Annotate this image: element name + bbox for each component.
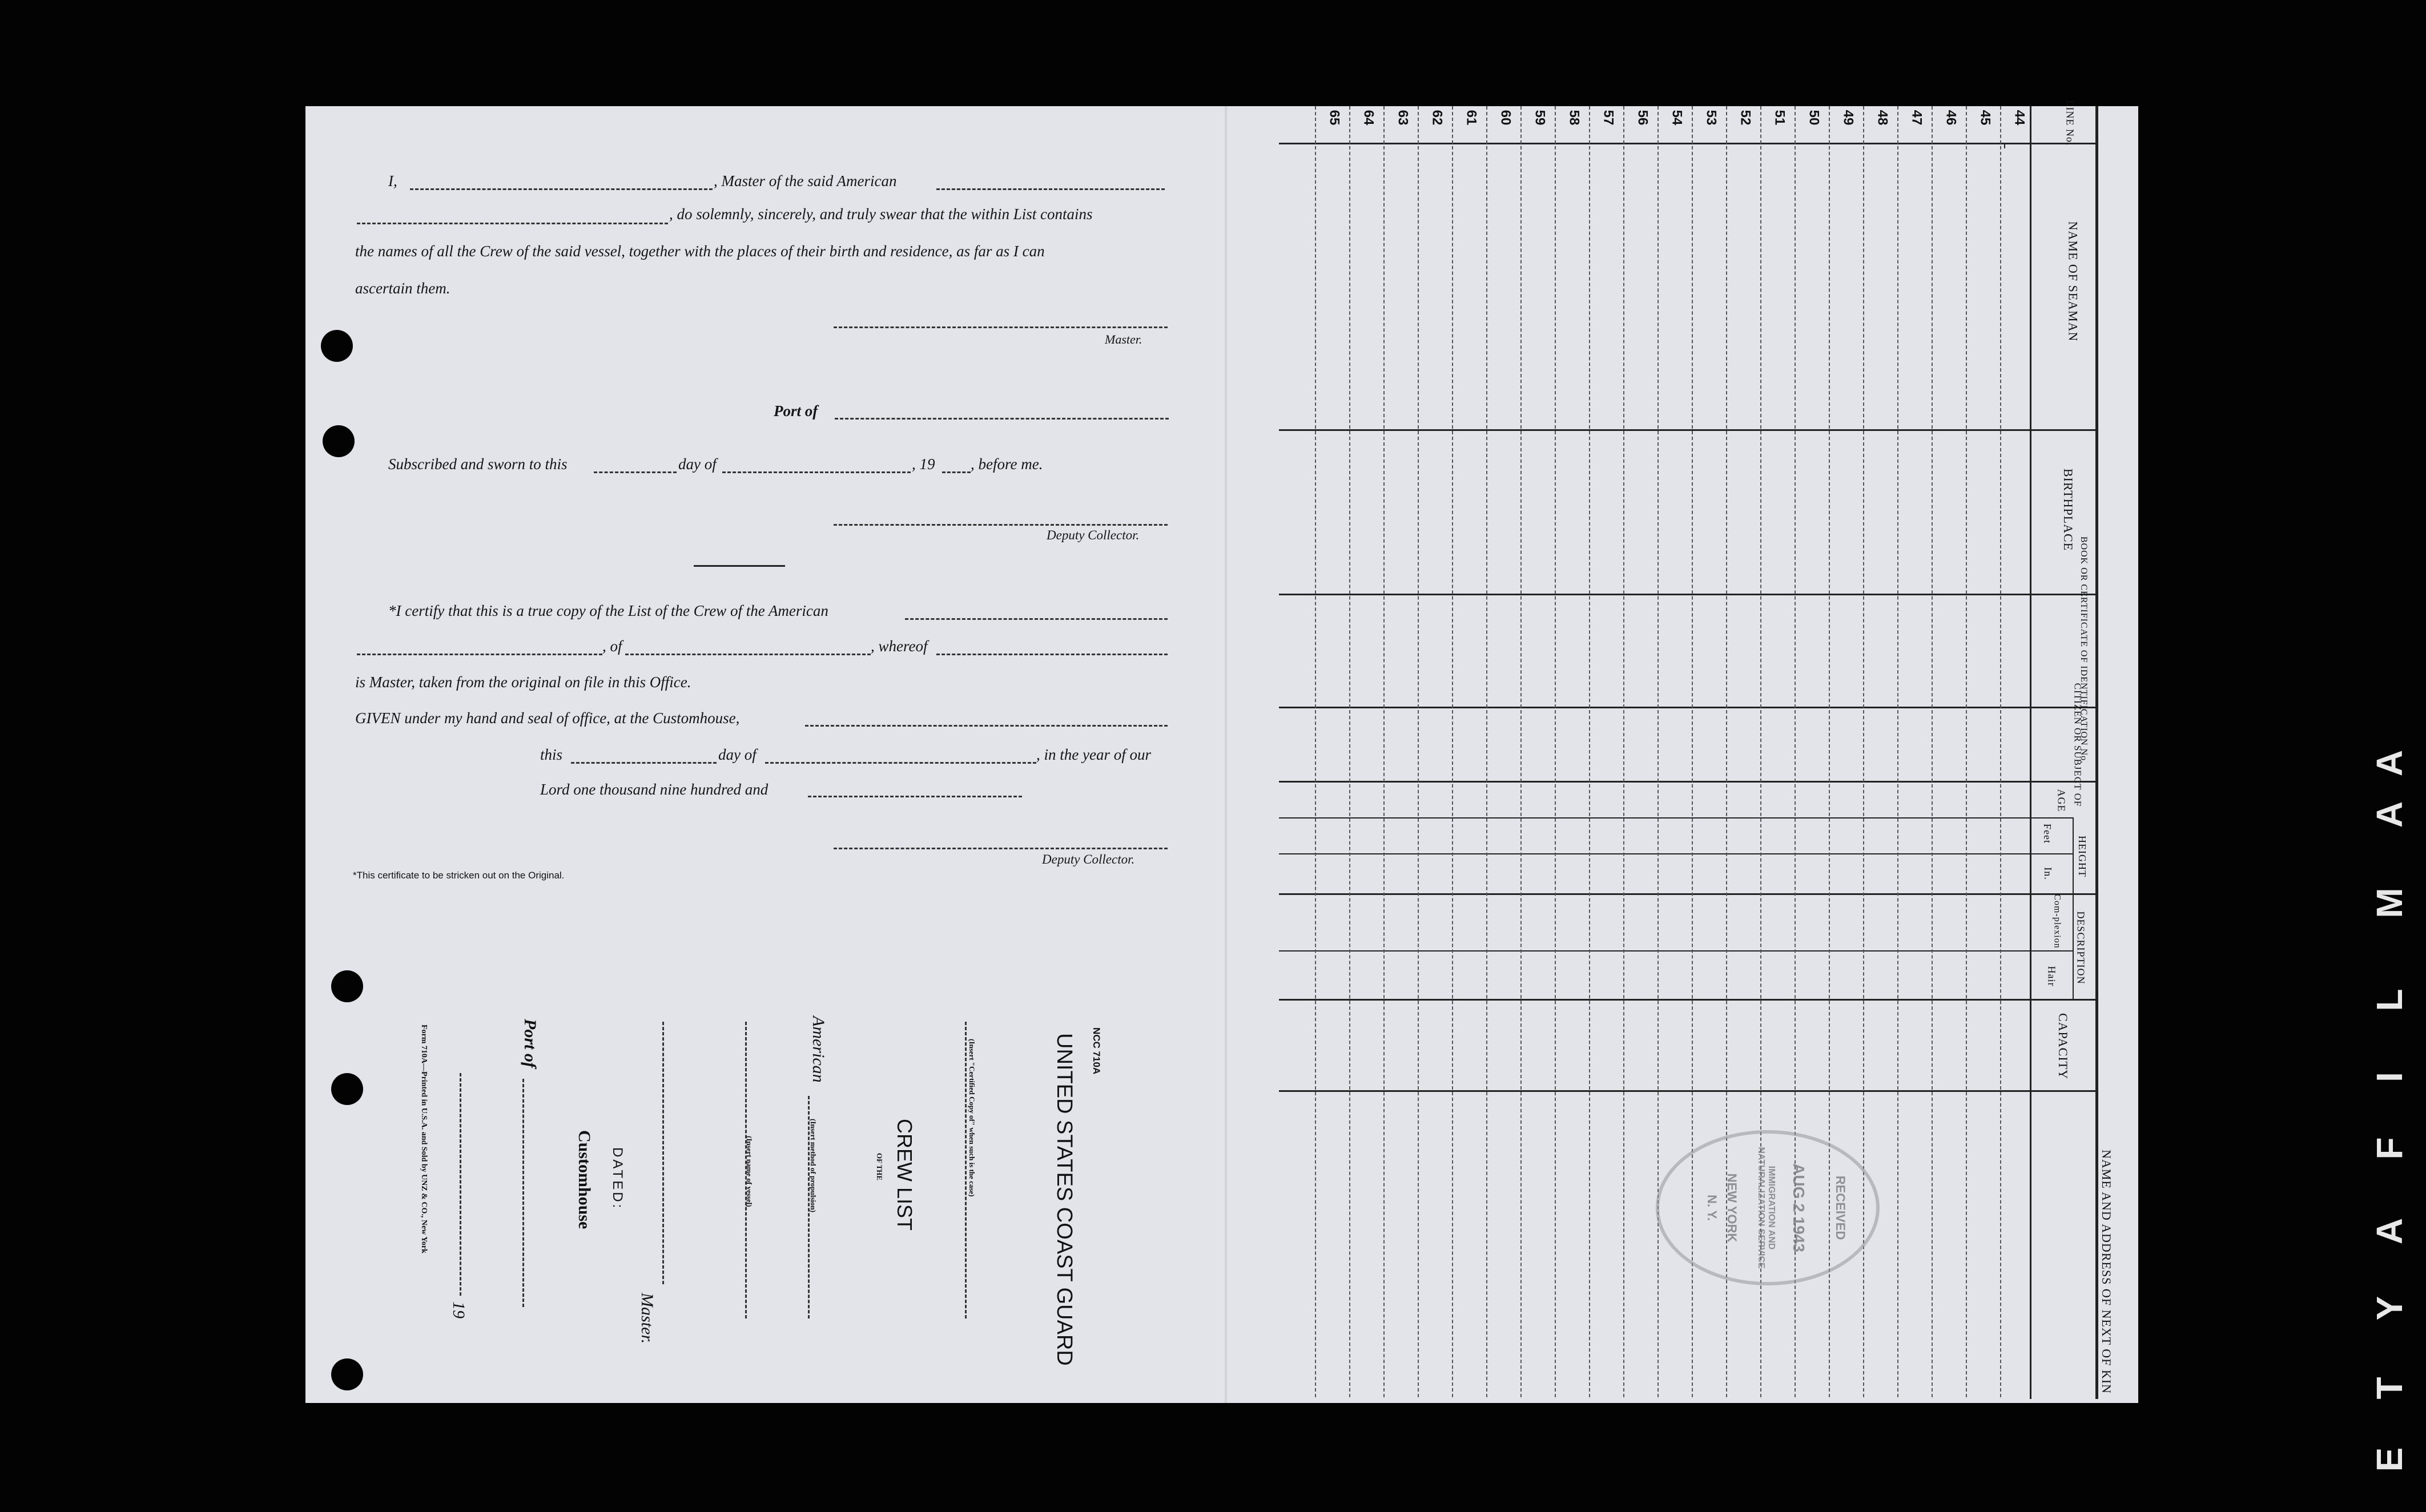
col-sep (1279, 594, 2098, 595)
film-letter: T (2369, 1377, 2410, 1400)
row-divider (1486, 106, 1487, 1397)
header-book-certificate: BOOK OR CERTIFICATE OF IDENTIFICATION No. (2079, 536, 2089, 764)
master-name-line (662, 1022, 664, 1284)
immigration-stamp (1656, 1130, 1880, 1285)
row-number: 61 (1463, 110, 1479, 126)
back-master-label: Master. (638, 1293, 657, 1344)
insert-certified-note: (Insert "Certified Copy of" when such is the case) (968, 1039, 976, 1197)
row-number: 44 (2011, 110, 2027, 126)
table-header-divider (2030, 106, 2031, 1399)
cert-vessel-name-blank (357, 654, 602, 655)
punch-hole (331, 1073, 363, 1105)
master-name-blank (410, 188, 713, 190)
row-divider (1349, 106, 1350, 1397)
punch-hole (331, 1358, 363, 1390)
punch-hole (321, 330, 353, 362)
col-sep (1279, 1090, 2098, 1092)
punch-hole (323, 425, 355, 457)
vessel-name-blank (357, 223, 668, 224)
cert-line6: Lord one thousand nine hundred and (540, 781, 769, 798)
header-description: DESCRIPTION (2075, 911, 2087, 985)
film-letter: M (2369, 888, 2410, 918)
header-line-no: LINE No. (2064, 100, 2076, 146)
cert-line4: GIVEN under my hand and seal of office, at the Customhouse, (355, 709, 740, 727)
sworn-year-blank (942, 471, 971, 473)
insert-propulsion-note: (Insert method of propulsion) (809, 1119, 818, 1213)
punch-hole (331, 970, 363, 1002)
row-number: 57 (1600, 110, 1616, 126)
subscribed-before-me: , before me. (971, 455, 1043, 473)
printer-imprint: Form 710A—Printed in U.S.A. and Sold by UNZ & CO., New York (420, 1025, 428, 1253)
film-letter: Y (2369, 1296, 2410, 1321)
insert-vessel-note: (Insert name of vessel) (745, 1136, 754, 1207)
header-birthplace: BIRTHPLACE (2061, 468, 2076, 551)
row-number: 60 (1498, 110, 1514, 126)
cert-deputy-label: Deputy Collector. (1042, 852, 1135, 866)
table-right-border (2095, 106, 2098, 1399)
subscribed-year: , 19 (912, 455, 935, 473)
row-number: 56 (1635, 110, 1651, 126)
page-fold (1225, 106, 1227, 1403)
stamp-line2: AUG 2 1943 (1790, 1163, 1808, 1252)
deputy-collector-blank (834, 524, 1168, 526)
film-letter: I (2369, 1072, 2410, 1082)
row-divider (1589, 106, 1590, 1397)
port-date-line (522, 1079, 524, 1307)
back-year: 19 (449, 1301, 468, 1319)
cert-line5-day: day of (718, 746, 757, 763)
cert-line3: is Master, taken from the original on file in this Office. (355, 674, 691, 691)
back-port-of: Port of (521, 1019, 540, 1068)
cert-line2-of: , of (602, 638, 622, 655)
year-line (460, 1073, 461, 1296)
row-number: 65 (1326, 110, 1342, 126)
customhouse-label: Customhouse (575, 1130, 594, 1229)
row-number: 50 (1806, 110, 1822, 126)
film-letter: F (2369, 1137, 2410, 1160)
dated-label: DATED: (610, 1147, 625, 1211)
film-edge-mark (2364, 731, 2415, 1473)
cert-master-blank (936, 654, 1168, 655)
sworn-month-blank (722, 471, 911, 473)
cert-customhouse-blank (805, 725, 1168, 727)
row-divider (1418, 106, 1419, 1397)
row-divider (1315, 106, 1316, 1397)
port-of-label: Port of (774, 402, 818, 420)
cert-line5-this: this (540, 746, 563, 763)
cert-footnote: *This certificate to be stricken out on the Original. (353, 870, 565, 881)
row-number: 62 (1429, 110, 1445, 126)
row-divider (1383, 106, 1385, 1397)
row-number: 52 (1737, 110, 1753, 126)
oath-line1-end: , Master of the said American (714, 172, 897, 189)
of-the-label: OF THE (875, 1153, 884, 1181)
header-height: HEIGHT (2076, 836, 2088, 877)
form-code: NCC 710A (1091, 1027, 1102, 1075)
row-divider (1897, 106, 1898, 1397)
row-number: 46 (1943, 110, 1959, 126)
stamp-line4: NEW YORK (1725, 1173, 1739, 1243)
certified-copy-blank (965, 1022, 967, 1319)
cert-line2-whereof: , whereof (871, 638, 928, 655)
oath-line1-start: I, (388, 172, 397, 189)
agency-title: UNITED STATES COAST GUARD (1052, 1033, 1076, 1366)
col-sep (1279, 707, 2098, 708)
crew-list-title: CREW LIST (893, 1119, 916, 1231)
col-sep (1279, 950, 2073, 951)
header-hair: Hair (2046, 966, 2058, 987)
row-number: 59 (1532, 110, 1548, 126)
stamp-line5: N. Y. (1705, 1194, 1719, 1221)
row-divider (1520, 106, 1522, 1397)
header-age: AGE (2055, 789, 2067, 812)
header-feet: Feet (2042, 824, 2053, 844)
row-number: 51 (1772, 110, 1788, 126)
stamp-line3: IMMIGRATION AND NATURALIZATION SERVICE (1756, 1147, 1776, 1269)
cert-line1: *I certify that this is a true copy of the List of the Crew of the American (388, 602, 828, 619)
header-capacity: CAPACITY (2056, 1013, 2070, 1079)
row-number: 63 (1395, 110, 1411, 126)
header-next-of-kin: NAME AND ADDRESS OF NEXT OF KIN (2099, 1150, 2114, 1394)
header-citizen-subject: CITIZEN OR SUBJECT OF (2072, 683, 2083, 807)
row-number: 48 (1874, 110, 1890, 126)
subscribed-text: Subscribed and sworn to this (388, 455, 568, 473)
film-letter: L (2369, 989, 2410, 1011)
row-divider (2000, 106, 2001, 1397)
subheader-divider (2073, 817, 2074, 1000)
col-sep (1279, 143, 2098, 144)
row-number: 53 (1703, 110, 1719, 126)
row-number: 49 (1840, 110, 1856, 126)
row-divider (1932, 106, 1933, 1397)
subscribed-day-of: day of (678, 455, 717, 473)
col-sep (1279, 999, 2098, 1001)
row-divider (1452, 106, 1453, 1397)
row-number: 54 (1669, 110, 1685, 126)
col-sep (1279, 429, 2098, 431)
col-sep (1279, 781, 2098, 783)
stamp-line1: RECEIVED (1833, 1175, 1848, 1240)
cert-vessel-type-blank (905, 618, 1168, 620)
oath-line4: ascertain them. (355, 280, 450, 297)
header-inches: In. (2042, 867, 2054, 880)
row-number: 58 (1566, 110, 1582, 126)
header-complexion: Com-plexion (2052, 894, 2062, 949)
cert-month-blank (765, 762, 1036, 764)
sworn-day-blank (594, 471, 677, 473)
section-divider (694, 565, 785, 567)
deputy-collector-label: Deputy Collector. (1047, 528, 1140, 542)
cert-year-blank (808, 796, 1022, 797)
row-number: 64 (1361, 110, 1377, 126)
header-name-of-seaman: NAME OF SEAMAN (2066, 221, 2081, 342)
american-label: American (809, 1016, 828, 1083)
row-number: 47 (1909, 110, 1925, 126)
col-sep (1279, 853, 2073, 854)
film-letter: E (2369, 1447, 2410, 1472)
master-signature-blank (834, 326, 1168, 328)
row-divider (1623, 106, 1624, 1397)
col-sep (1279, 817, 2073, 819)
cert-day-blank (571, 762, 717, 764)
film-letter: A (2369, 1217, 2410, 1245)
cert-deputy-blank (834, 848, 1168, 849)
row-divider (1555, 106, 1556, 1397)
row-divider (1966, 106, 1967, 1397)
oath-line3: the names of all the Crew of the said vessel, together with the places of their birth and residence, as far as I can (355, 243, 1045, 260)
film-letter: A (2369, 749, 2410, 777)
col-sep (1279, 893, 2098, 895)
vessel-type-blank (936, 188, 1165, 190)
film-letter: A (2369, 801, 2410, 828)
oath-line2: , do solemnly, sincerely, and truly swear that the within List contains (669, 205, 1093, 223)
cert-home-port-blank (625, 654, 871, 655)
port-blank (835, 418, 1169, 420)
cert-line5-year: , in the year of our (1036, 746, 1151, 763)
master-label: Master. (1105, 332, 1142, 346)
row-number: 45 (1977, 110, 1993, 126)
